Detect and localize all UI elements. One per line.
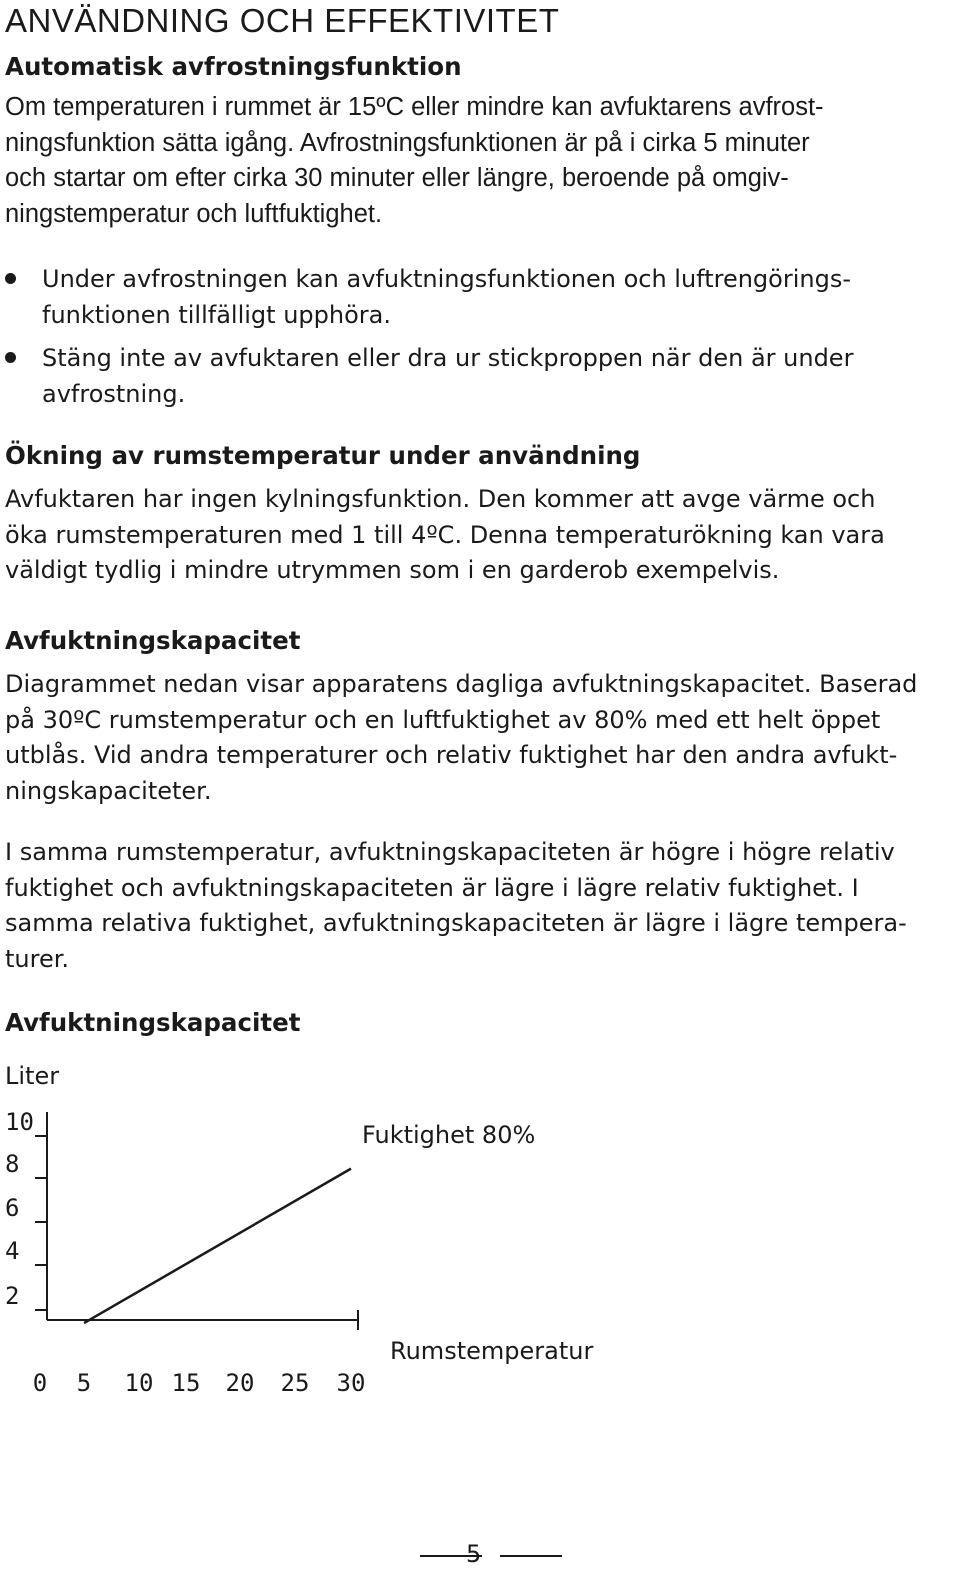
text-line: samma relativa fuktighet, avfuktningskapaciteten är lägre i lägre tempera- (5, 909, 907, 937)
text-line: Under avfrostningen kan avfuktningsfunktionen och luftrengörings- (42, 265, 851, 293)
chart-series-label: Fuktighet 80% (362, 1121, 536, 1149)
text-line: väldigt tydlig i mindre utrymmen som i en garderob exempelvis. (5, 556, 780, 584)
bullet-dot-icon (5, 352, 16, 363)
text-line: Om temperaturen i rummet är 15ºC eller mindre kan avfuktarens avfrost- (5, 93, 824, 121)
text-line: Avfuktaren har ingen kylningsfunktion. Den kommer att avge värme och (5, 485, 876, 513)
defrost-paragraph (5, 90, 824, 232)
text-line: avfrostning. (42, 379, 186, 408)
text-line: funktionen tillfälligt upphöra. (42, 300, 391, 329)
chart-x-label: Rumstemperatur (390, 1337, 594, 1365)
text-line: ningskapaciteter. (5, 776, 212, 805)
text-line: utblås. Vid andra temperaturer och relativ fuktighet har den andra avfukt- (5, 741, 898, 769)
text-line: I samma rumstemperatur, avfuktningskapaciteten är högre i högre relativ (5, 838, 895, 866)
x-tick-label: 0 (32, 1369, 48, 1397)
y-tick-label: 8 (5, 1150, 20, 1178)
text-line: turer. (5, 944, 70, 973)
capacity-paragraph-2 (5, 835, 907, 977)
y-tick-label: 4 (5, 1237, 20, 1265)
footer-rule-right (500, 1555, 562, 1557)
page-title: ANVÄNDNING OCH EFFEKTIVITET (5, 2, 560, 39)
capacity-heading: Avfuktningskapacitet (5, 626, 301, 655)
y-tick-label: 6 (5, 1194, 20, 1222)
text-line: på 30ºC rumstemperatur och en luftfuktighet av 80% med ett helt öppet (5, 705, 881, 734)
text-line: Stäng inte av avfuktaren eller dra ur stickproppen när den är under (42, 344, 854, 372)
y-tick-label: 10 (5, 1108, 34, 1136)
room-temp-heading: Ökning av rumstemperatur under användning (5, 441, 641, 470)
text-line: ningsfunktion sätta igång. Avfrostningsfunktionen är på i cirka 5 minuter (5, 128, 810, 157)
y-tick-label: 2 (5, 1282, 20, 1310)
bullet-dot-icon (5, 273, 16, 284)
text-line: fuktighet och avfuktningskapaciteten är lägre i lägre relativ fuktighet. I (5, 873, 859, 902)
x-tick-label: 5 (76, 1369, 92, 1397)
chart-y-label: Liter (5, 1062, 60, 1090)
page-number: 5 (466, 1540, 482, 1568)
series-line-fuktighet (84, 1169, 351, 1323)
room-temp-paragraph (5, 482, 885, 589)
text-line: ningstemperatur och luftfuktighet. (5, 199, 383, 228)
capacity-paragraph (5, 667, 917, 809)
chart-heading: Avfuktningskapacitet (5, 1008, 301, 1037)
x-tick-label: 20 (225, 1369, 255, 1397)
x-tick-label: 30 (336, 1369, 366, 1397)
text-line: öka rumstemperaturen med 1 till 4ºC. Denna temperaturökning kan vara (5, 520, 885, 549)
defrost-heading: Automatisk avfrostningsfunktion (5, 52, 462, 81)
x-tick-label: 25 (280, 1369, 310, 1397)
text-line: och startar om efter cirka 30 minuter eller längre, beroende på omgiv- (5, 164, 789, 192)
text-line: Diagrammet nedan visar apparatens dagliga avfuktningskapacitet. Baserad (5, 670, 918, 698)
x-tick-label: 10 (124, 1369, 154, 1397)
x-tick-label: 15 (171, 1369, 201, 1397)
